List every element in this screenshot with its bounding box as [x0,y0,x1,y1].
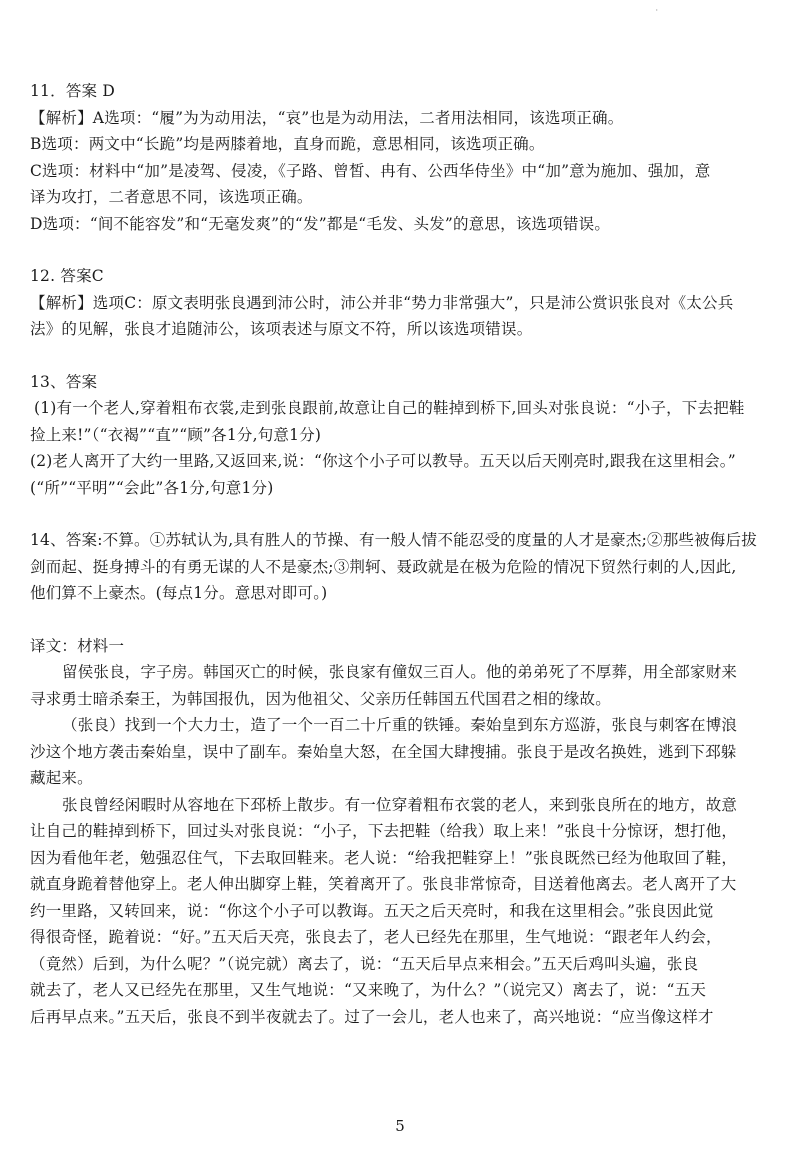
translation-paragraph-1-line: 寻求勇士暗杀秦王，为韩国报仇，因为他祖父、父亲历任韩国五代国君之相的缘故。 [30,689,611,708]
answer-14-line: 剑而起、挺身搏斗的有勇无谋的人不是豪杰;③荆轲、聂政就是在极为危险的情况下贸然行刺的人,因此, [30,557,737,576]
translation-paragraph-3-line: 就去了，老人又已经先在那里，又生气地说：“又来晚了，为什么？”（说完又）离去了，说：“五天 [30,981,707,999]
translation-paragraph-3-line: 就直身跪着替他穿上。老人伸出脚穿上鞋，笑着离开了。张良非常惊奇，目送着他离去。老人离开了大 [30,875,737,893]
translation-paragraph-2-line: （张良）找到一个大力士，造了一个一百二十斤重的铁锤。秦始皇到东方巡游，张良与刺客在博浪 [62,716,738,734]
answer-14-line: 14、答案:不算。①苏轼认为,具有胜人的节操、有一般人情不能忍受的度量的人才是豪杰;②那些被侮后拔 [30,531,757,549]
translation-paragraph-2-line: 藏起来。 [30,769,93,787]
translation-paragraph-3-line: 后再早点来。”五天后，张良不到半夜就去了。过了一会儿，老人也来了，高兴地说：“应当像这样才 [30,1007,714,1026]
answer-12-line: 【解析】选项C：原文表明张良遇到沛公时，沛公并非“势力非常强大”，只是沛公赏识张良对《太公兵 [30,293,734,312]
translation-heading: 译文：材料一 [30,636,125,655]
scan-mark: · [655,6,658,15]
answer-11-line: C选项：材料中“加”是凌驾、侵凌，《子路、曾皙、冉有、公西华侍坐》中“加”意为施加、强加，意 [30,161,711,180]
answer-13-heading: 13、答案 [30,372,98,391]
answer-11 [30,78,775,237]
answer-13-line: (2)老人离开了大约一里路,又返回来,说：“你这个小子可以教导。五天以后天刚亮时,跟我在这里相会。” [30,452,736,470]
answer-11-line: 译为攻打，二者意思不同，该选项正确。 [30,188,313,206]
translation-paragraph-3-line: 让自己的鞋掉到桥下，回过头对张良说：“小子，下去把鞋（给我）取上来！”张良十分惊讶，想打他， [30,822,738,840]
translation-paragraph-3-line: 约一里路，又转回来，说：“你这个小子可以教诲。五天之后天亮时，和我在这里相会。”张良因此觉 [30,901,714,920]
answer-13-line: (1)有一个老人,穿着粗布衣裳,走到张良跟前,故意让自己的鞋掉到桥下,回头对张良说：“小子，下去把鞋 [34,399,745,417]
translation-paragraph-1-line: 留侯张良，字子房。韩国灭亡的时候，张良家有僮奴三百人。他的弟弟死了不厚葬，用全部家财来 [62,663,738,681]
translation-paragraph-3-line: （竟然）后到，为什么呢？”（说完就）离去了，说：“五天后早点来相会。”五天后鸡叫头遍，张良 [30,954,699,973]
translation-paragraph-2-line: 沙这个地方袭击秦始皇，误中了副车。秦始皇大怒，在全国大肆搜捕。张良于是改名换姓，逃到下邳躲 [30,742,737,761]
answer-13-line: 捡上来!”（“衣褐”“直”“顾”各1分,句意1分) [30,425,322,444]
translation [30,633,775,1031]
answer-11-heading: 11．答案 D [30,82,115,100]
answer-11-line: D选项：“间不能容发”和“无毫发爽”的“发”都是“毛发、头发”的意思，该选项错误。 [30,214,611,233]
answer-13 [30,369,775,502]
answer-14-line: 他们算不上豪杰。(每点1分。意思对即可。) [30,584,328,602]
page-number: 5 [395,1117,405,1135]
document-body [30,78,775,1030]
translation-paragraph-3-line: 因为看他年老，勉强忍住气，下去取回鞋来。老人说：“给我把鞋穿上！”张良既然已经为他取回了鞋， [30,848,738,867]
translation-paragraph-3-line: 张良曾经闲暇时从容地在下邳桥上散步。有一位穿着粗布衣裳的老人，来到张良所在的地方，故意 [62,795,738,814]
answer-14 [30,527,775,607]
answer-11-line: B选项：两文中“长跪”均是两膝着地，直身而跪，意思相同，该选项正确。 [30,135,545,153]
answer-12-heading: 12. 答案C [30,267,104,285]
translation-paragraph-3-line: 得很奇怪，跪着说：“好。”五天后天亮，张良去了，老人已经先在那里，生气地说：“跟老年人约会， [30,928,722,946]
answer-12 [30,263,775,343]
answer-13-line: (“所”“平明”“会此”各1分,句意1分) [30,478,274,497]
answer-12-line: 法》的见解，张良才追随沛公，该项表述与原文不符，所以该选项错误。 [30,320,533,338]
answer-11-line: 【解析】A选项：“履”为为动用法，“哀”也是为动用法，二者用法相同，该选项正确。 [30,108,624,127]
